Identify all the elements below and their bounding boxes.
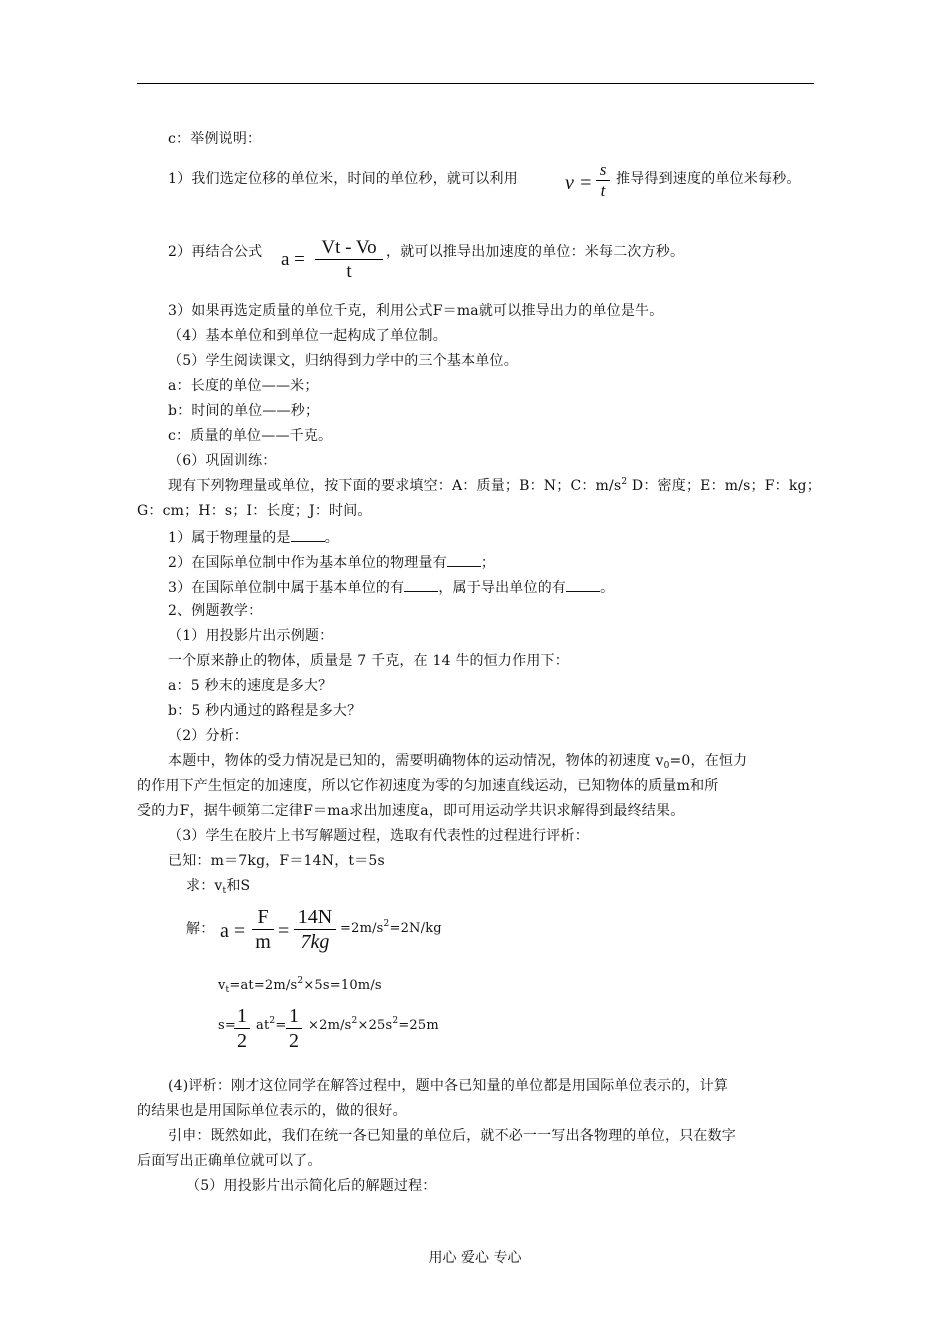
subscript: 0: [663, 761, 670, 771]
text-line: [168, 752, 747, 770]
text-segment: 1）属于物理量的是: [168, 530, 291, 546]
text-segment: ，属于导出单位的有: [438, 580, 567, 596]
text-segment: ×2m/s: [308, 1018, 352, 1033]
text-segment: 3）在国际单位制中属于基本单位的有: [168, 580, 405, 596]
superscript: 2: [392, 1016, 399, 1026]
fraction-numerator: 1: [289, 1005, 299, 1027]
text-line: （2）分析：: [168, 728, 249, 744]
text-segment: =: [275, 1018, 287, 1033]
text-line: a：5 秒末的速度是多大？: [168, 678, 333, 694]
text-segment: at: [256, 1018, 270, 1033]
fraction-numerator: F: [257, 906, 269, 928]
formula-s-lhs: s=: [218, 1018, 236, 1033]
formula-v-fraction: [596, 160, 610, 201]
text-line: [186, 877, 250, 895]
fraction-denominator: t: [600, 181, 606, 200]
text-line: c：举例说明：: [168, 131, 262, 147]
formula-a2-result: [340, 920, 442, 938]
text-line: （5）学生阅读课文，归纳得到力学中的三个基本单位。: [168, 353, 518, 369]
fraction-numerator: Vt - Vo: [321, 237, 377, 258]
fraction-numerator: 1: [237, 1005, 247, 1027]
text-segment: =2m/s: [340, 921, 384, 936]
superscript: 2: [297, 976, 304, 986]
formula-a1-lhs: a =: [281, 249, 305, 270]
formula-a1-fraction: [315, 236, 383, 283]
text-line: b：时间的单位——秒；: [168, 403, 320, 419]
superscript: 2: [621, 477, 628, 487]
text-segment: =at=2m/s: [229, 978, 298, 993]
text-segment: =2N/kg: [389, 921, 442, 936]
text-line: （1）用投影片出示例题：: [168, 628, 334, 644]
superscript: 2: [351, 1016, 358, 1026]
text-line: [168, 170, 518, 188]
text-line: 2）再结合公式: [168, 244, 263, 260]
text-segment: D：密度；E：m/s；F：kg；: [627, 478, 821, 494]
page-footer: 用心 爱心 专心: [428, 1250, 522, 1266]
text-segment: 1）我们选定位移的单位米，时间的单位秒，就可以利用: [168, 171, 518, 187]
text-segment: 求：v: [186, 878, 223, 894]
text-line: 推导得到速度的单位米每秒。: [616, 171, 801, 187]
text-line: 已知：m＝7kg，F＝14N，t＝5s: [168, 853, 385, 869]
formula-a2-equals: =: [278, 920, 290, 942]
text-line: [168, 577, 614, 597]
text-line: [168, 552, 495, 572]
text-line: 受的力F，据牛顿第二定律F＝ma求出加速度a，即可用运动学共识求解得到最终结果。: [137, 803, 685, 819]
text-segment: 。: [324, 530, 339, 546]
formula-s-fraction-2: [286, 1004, 302, 1053]
fraction-numerator: 14N: [297, 906, 333, 928]
text-line: 一个原来静止的物体，质量是 7 千克，在 14 牛的恒力作用下：: [168, 653, 569, 669]
text-line: 解：: [186, 921, 215, 937]
text-segment: 现有下列物理量或单位，按下面的要求填空：A：质量；B：N；C：m/s: [168, 478, 622, 494]
text-line: 的作用下产生恒定的加速度，所以它作初速度为零的匀加速直线运动，已知物体的质量m和所: [137, 778, 719, 794]
formula-a2-fraction-2: [294, 905, 336, 954]
text-line: ，就可以推导出加速度的单位：米每二次方秒。: [386, 244, 685, 260]
header-rule: [137, 83, 814, 84]
text-segment: 和S: [226, 878, 251, 894]
text-segment: ×25s: [357, 1018, 393, 1033]
fill-blank: [447, 552, 481, 567]
text-line: c：质量的单位——千克。: [168, 428, 333, 444]
formula-s-result: [308, 1017, 439, 1035]
superscript: 2: [383, 919, 390, 929]
formula-v-lhs: v =: [565, 172, 593, 194]
fraction-denominator: m: [255, 931, 271, 953]
text-line: 2、例题教学：: [168, 603, 263, 619]
formula-s-fraction-1: [234, 1004, 250, 1053]
text-line: G：cm；H：s；I：长度；J：时间。: [137, 503, 372, 519]
text-segment: =25m: [398, 1018, 439, 1033]
text-segment: 。: [600, 580, 615, 596]
text-line: （4）基本单位和到单位一起构成了单位制。: [168, 328, 447, 344]
text-line: （6）巩固训练：: [168, 453, 277, 469]
subscript: t: [225, 985, 230, 995]
text-line: 后面写出正确单位就可以了。: [137, 1153, 322, 1169]
text-segment: =0，在恒力: [669, 753, 748, 769]
formula-vt: [218, 977, 382, 995]
text-line: 引申：既然如此，我们在统一各已知量的单位后，就不必一一写出各物理的单位，只在数字: [168, 1128, 736, 1144]
text-line: （5）用投影片出示简化后的解题过程：: [186, 1178, 437, 1194]
text-line: 3）如果再选定质量的单位千克，利用公式F＝ma就可以推导出力的单位是牛。: [168, 303, 664, 319]
text-line: [168, 527, 339, 547]
text-line: a：长度的单位——米；: [168, 378, 319, 394]
formula-a2-lhs: a =: [220, 920, 246, 942]
fraction-numerator: s: [599, 160, 607, 179]
text-line: （3）学生在胶片上书写解题过程，选取有代表性的过程进行评析：: [168, 828, 589, 844]
text-line: 的结果也是用国际单位表示的，做的很好。: [137, 1103, 407, 1119]
subscript: t: [222, 886, 227, 896]
fill-blank: [291, 527, 325, 542]
fill-blank: [566, 577, 600, 592]
text-line: (4)评析：刚才这位同学在解答过程中，题中各已知量的单位都是用国际单位表示的，计算: [168, 1078, 729, 1094]
text-segment: 本题中，物体的受力情况是已知的，需要明确物体的运动情况，物体的初速度 v: [168, 753, 664, 769]
superscript: 2: [269, 1016, 276, 1026]
text-segment: ×5s=10m/s: [303, 978, 382, 993]
fill-blank: [404, 577, 438, 592]
text-segment: ；: [480, 555, 496, 571]
text-line: b：5 秒内通过的路程是多大？: [168, 703, 362, 719]
formula-s-middle: [256, 1017, 286, 1035]
formula-a2-fraction-1: [252, 905, 274, 954]
text-segment: v: [218, 978, 226, 993]
fraction-denominator: t: [346, 261, 352, 282]
fraction-denominator: 2: [289, 1030, 299, 1052]
fraction-denominator: 7kg: [300, 931, 330, 953]
text-segment: 2）在国际单位制中作为基本单位的物理量有: [168, 555, 447, 571]
text-line: [168, 477, 821, 495]
fraction-denominator: 2: [237, 1030, 247, 1052]
